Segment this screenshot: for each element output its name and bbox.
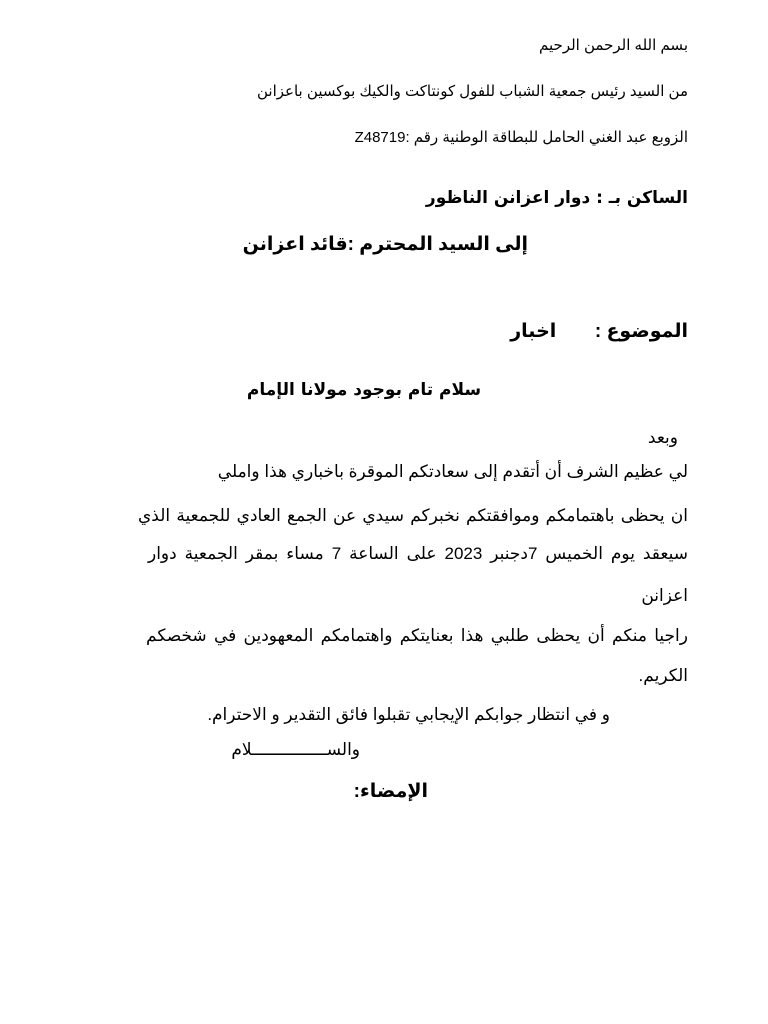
sender-line-1: من السيد رئيس جمعية الشباب للفول كونتاكت والكيك بوكسين باعزانن	[257, 83, 688, 100]
subject-label: الموضوع :	[594, 321, 688, 342]
opening: وبعد	[647, 428, 678, 447]
greeting: سلام تام بوجود مولانا الإمام	[246, 380, 482, 400]
sender-line-2: الزوبع عبد الغني الحامل للبطاقة الوطنية رقم :Z48719	[354, 129, 688, 146]
body-line-3: سيعقد يوم الخميس 7دجنبر 2023 على الساعة 7 مساء بمقر الجمعية دوار	[148, 544, 688, 563]
body-line-4: اعزانن	[641, 586, 688, 605]
body-line-1: لي عظيم الشرف أن أتقدم إلى سعادتكم الموقرة باخباري هذا واملي	[217, 462, 688, 481]
closing-line: و في انتظار جوابكم الإيجابي تقبلوا فائق التقدير و الاحترام.	[207, 705, 610, 724]
body-line-2: ان يحظى باهتمامكم وموافقتكم نخبركم سيدي عن الجمع العادي للجمعية الذي	[138, 506, 688, 525]
basmala: بسم الله الرحمن الرحيم	[539, 37, 688, 54]
subject-value: اخبار	[510, 321, 557, 342]
body-line-6: الكريم.	[638, 666, 688, 685]
signature-label: الإمضاء:	[353, 781, 428, 802]
recipient-line: إلى السيد المحترم :قائد اعزانن	[242, 234, 528, 255]
salutation: والســـــــــــــــلام	[231, 740, 360, 759]
body-line-5: راجيا منكم أن يحظى طلبي هذا بعنايتكم واهتمامكم المعهودين في شخصكم	[146, 626, 688, 645]
subject-line	[100, 320, 688, 343]
residence-line: الساكن بـ : دوار اعزانن الناظور	[425, 188, 688, 208]
